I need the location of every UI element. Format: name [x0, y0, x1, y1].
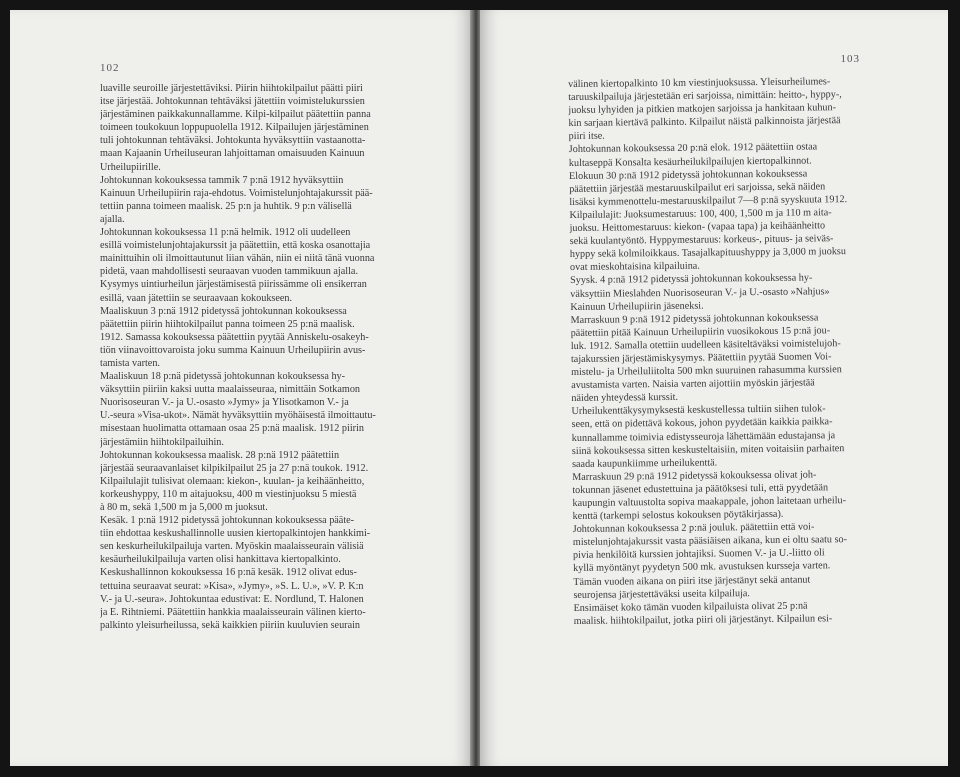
text-line: seurojensa järjestettäväksi useita kilpailuja. — [573, 587, 750, 601]
text-line: 1912. Samassa kokouksessa päätettiin pyytää Anniskelu-osakeyh- — [100, 331, 369, 343]
text-line: päätettiin piirin hiihtokilpailut panna toimeen 25 p:nä maalisk. — [100, 318, 355, 330]
text-line: tettuina seuraavat seurat: »Kisa», »Jymy», »S. L. U.», »V. P. K:n — [100, 580, 364, 592]
text-line: kesäurheilukilpailuja varten olisi hankittava kiertopalkinto. — [100, 554, 341, 566]
text-line: seen, että on pidettävä kokous, johon pyydetään kaikkia paikka- — [571, 416, 833, 431]
text-line: Maaliskuun 18 p:nä pidetyssä johtokunnan kokouksessa hy- — [100, 371, 346, 383]
text-line: järjestää seuraavanlaiset kilpikilpailut 25 ja 27 p:nä toukok. 1912. — [100, 462, 369, 474]
text-line: välinen kiertopalkinto 10 km viestinjuoksussa. Yleisurheilumes- — [568, 76, 831, 90]
text-line: Tämän vuoden aikana on piiri itse järjestänyt sekä antanut — [573, 574, 811, 588]
text-line: päätettiin pitää Kainuun Urheilupiirin vuosikokous 15 p:nä jou- — [570, 325, 831, 339]
text-line: sen keskurheilukilpailuja varten. Myöskin maalaisseurain välisiä — [100, 541, 364, 553]
right-page-body — [568, 74, 916, 627]
text-line: mainittuihin oli ilmoittautunut liian vähän, niin ei niitä tänä vuonna — [100, 253, 375, 265]
text-line: Kainuun Urheilupiirin raja-ehdotus. Voimistelunjohtajakurssit pää- — [100, 187, 373, 199]
text-line: Nuorisoseuran V.- ja U.-osasto »Jymy» ja Ylisotkamon V.- ja — [100, 397, 349, 409]
text-line: tokunnan jäsenet edustettuina ja päätöksesi tuli, että pyydetään — [572, 482, 829, 496]
text-line: Kysymys uintiurheilun järjestämisestä piirissämme oli ensikerran — [100, 279, 367, 291]
text-line: tuli johtokunnan tehtäväksi. Johtokunta hyväksyttiin vastaanotta- — [100, 135, 366, 147]
text-line: luk. 1912. Samalla otettiin uudelleen käsiteltäväksi voimistelujoh- — [570, 338, 841, 352]
text-line: V.- ja U.-seura». Johtokuntaa edustivat: E. Nordlund, T. Halonen — [100, 593, 364, 605]
text-line: palkinto yleisurheilussa, sekä kaikkien piiriin kuuluvien seurain — [100, 619, 361, 631]
text-line: taruuskilpailuja järjestetään eri sarjoissa, nimittäin: heitto-, hyppy-, — [568, 89, 842, 104]
text-line: väksyttiin piiriin kaksi uutta maalaisseuraa, nimittäin Sotkamon — [100, 384, 361, 396]
text-line: kin sarjaan kiertävä palkinto. Kilpailut näistä palkinnoista järjestää — [568, 115, 841, 130]
text-line: itse järjestää. Johtokunnan tehtäväksi jätettiin voimistelukurssien — [100, 96, 365, 108]
text-line: mistelunjohtajakurssit vasta pääsiäisen aikana, kun ei oltu saatu so- — [572, 534, 848, 549]
text-line: juoksu lyhyiden ja pitkien matkojen sarjoissa ja hankitaan kuhun- — [568, 102, 837, 117]
text-line: esillä voimistelunjohtajakurssit ja päätettiin, että koska osanottajia — [100, 240, 371, 252]
left-page — [10, 10, 472, 766]
text-line: tamista varten. — [100, 357, 160, 369]
text-line: tiön viinavoittovaroista joku summa Kainuun Urheilupiirin avus- — [100, 344, 366, 356]
text-line: Johtokunnan kokouksessa maalisk. 28 p:nä 1912 päätettiin — [100, 449, 340, 461]
text-line: sekä kuulantyöntö. Hyppymestaruus: korkeus-, pituus- ja seiväs- — [569, 233, 834, 248]
text-line: avustamista varten. Naisia varten aijottiin myöskin järjestää — [571, 377, 815, 392]
text-line: päätettiin järjestää mestaruuskilpailut eri sarjoissa, sekä näiden — [569, 181, 826, 195]
right-page — [480, 10, 948, 766]
text-line: kaupungin valtuustolta sopiva maakappale, johon laitetaan urheilu- — [572, 495, 847, 509]
text-line: Johtokunnan kokouksessa 2 p:nä jouluk. päätettiin että voi- — [572, 521, 815, 536]
text-line: hyppy sekä kolmiloikkaus. Tasajalkapituushyppy ja 3,000 m juoksu — [569, 246, 847, 261]
text-line: kultaseppä Konsalta kesäurheilukilpailujen kiertopalkinnot. — [568, 155, 812, 169]
left-page-body — [100, 82, 438, 632]
text-line: piiri itse. — [568, 130, 605, 143]
text-line: Urheilukenttäkysymyksestä keskustellessa tultiin siihen tulok- — [571, 403, 826, 418]
text-line: Maaliskuun 3 p:nä 1912 pidetyssä johtokunnan kokouksessa — [100, 305, 347, 317]
text-line: näiden yhteydessä kurssit. — [571, 392, 679, 405]
text-line: esillä, vaan jätettiin se seuraavaan kokoukseen. — [100, 292, 293, 304]
text-line: Kainuun Urheilupiirin jäseneksi. — [570, 300, 704, 313]
text-line: ja E. Rihtniemi. Päätettiin hankkia maalaisseurain välinen kierto- — [100, 606, 366, 618]
text-line: Elokuun 30 p:nä 1912 pidetyssä johtokunnan kokouksessa — [568, 168, 808, 182]
book-spread — [10, 10, 950, 766]
text-line: tettiin panna toimeen maalisk. 25 p:n ja huhtik. 9 p:n välisellä — [100, 200, 352, 212]
text-line: toimeen toukokuun loppupuolella 1912. Kilpailujen järjestäminen — [100, 122, 369, 134]
text-line: tiin ehdottaa keskushallinnolle uusien kiertopalkintojen hankkimi- — [100, 528, 371, 540]
text-line: maalisk. hiihtokilpailut, jotka piiri oli järjestänyt. Kilpailun esi- — [573, 613, 833, 627]
text-line: Marraskuun 9 p:nä 1912 pidetyssä johtokunnan kokouksessa — [570, 312, 819, 326]
text-line: Kilpailulajit tulisivat olemaan: kiekon-, kuulan- ja keihäänheitto, — [100, 475, 365, 487]
text-line: Syysk. 4 p:nä 1912 pidetyssä johtokunnan kokouksessa hy- — [570, 272, 813, 287]
text-line: Urheilupiirille. — [100, 161, 161, 173]
text-line: väksyttiin Mieslahden Nuorisoseuran V.- ja U.-osasto »Nahjus» — [570, 285, 830, 300]
text-line: kenttä (tarkempi selostus kokouksen pöytäkirjassa). — [572, 508, 784, 523]
text-line: järjestäminen paikkakunnallamme. Kilpi-kilpailut päätettiin panna — [100, 109, 371, 121]
text-line: Ensimäiset koko tämän vuoden kilpailuista olivat 25 p:nä — [573, 600, 808, 614]
text-line: Marraskuun 29 p:nä 1912 pidetyssä kokouksessa olivat joh- — [572, 469, 817, 483]
text-line: Keskushallinnon kokouksessa 16 p:nä kesäk. 1912 olivat edus- — [100, 567, 357, 579]
text-line: Kesäk. 1 p:nä 1912 pidetyssä johtokunnan kokouksessa pääte- — [100, 515, 355, 527]
text-line: siinä kokouksessa sitten keskusteltaisiin, miten voitaisiin parhaiten — [571, 442, 845, 457]
text-line: saada kaupunkiimme urheilukenttä. — [571, 457, 718, 470]
text-line: korkeushyppy, 110 m aitajuoksu, 400 m viestinjuoksu 5 miestä — [100, 488, 357, 500]
text-line: luaville seuroille järjestettäviksi. Piirin hiihtokilpailut päätti piiri — [100, 83, 363, 94]
text-line: pivia henkilöitä kurssien johtajiksi. Suomen V.- ja U.-liitto oli — [572, 547, 825, 562]
text-line: U.-seura »Visa-ukot». Nämät hyväksyttiin myöhäisestä ilmoittautu- — [100, 410, 376, 422]
text-line: Johtokunnan kokouksessa 11 p:nä helmik. 1912 oli uudelleen — [100, 227, 351, 239]
text-line: järjestämiin hiihtokilpailuihin. — [100, 436, 224, 448]
text-line: juoksu. Heittomestaruus: kiekon- (vapaa tapa) ja keihäänheitto — [569, 220, 826, 235]
text-line: lisäksi kymmenottelu-mestaruuskilpailut 7—8 p:nä syyskuuta 1912. — [569, 193, 848, 208]
text-line: Johtokunnan kokouksessa 20 p:nä elok. 1912 päätettiin ostaa — [568, 141, 818, 156]
text-line: tajakurssien järjestämiskysymys. Päätettiin pyytää Suomen Voi- — [570, 351, 832, 365]
text-line: kyllä myöntänyt pyydetyn 500 mk. avustuksen kursseja varten. — [573, 560, 831, 575]
text-line: pidetä, vaan mahdollisesti seuraavan vuoden tammikuun ajalla. — [100, 266, 359, 278]
text-line: ovat mieskohtaisina kilpailuina. — [569, 260, 700, 274]
text-line: misestaan huolimatta ottamaan osaa 25 p:nä maalisk. 1912 piirin — [100, 423, 364, 435]
text-line: à 80 m, sekä 1,500 m ja 5,000 m juoksut. — [100, 502, 268, 513]
text-line: mistelu- ja Urheiluliitolta 500 mkn suuruinen rahasumma kurssien — [571, 364, 842, 379]
text-line: ajalla. — [100, 213, 125, 225]
text-line: Kilpailulajit: Juoksumestaruus: 100, 400, 1,500 m ja 110 m aita- — [569, 207, 832, 221]
text-line: Johtokunnan kokouksessa tammik 7 p:nä 1912 hyväksyttiin — [100, 174, 344, 186]
right-page-number: 103 — [840, 53, 860, 65]
text-line: maan Kajaanin Urheiluseuran lahjoittaman omaisuuden Kainuun — [100, 148, 365, 160]
left-page-number: 102 — [100, 62, 120, 74]
text-line: kunnallamme toimivia edistysseuroja lähettämään edustajansa ja — [571, 429, 836, 444]
